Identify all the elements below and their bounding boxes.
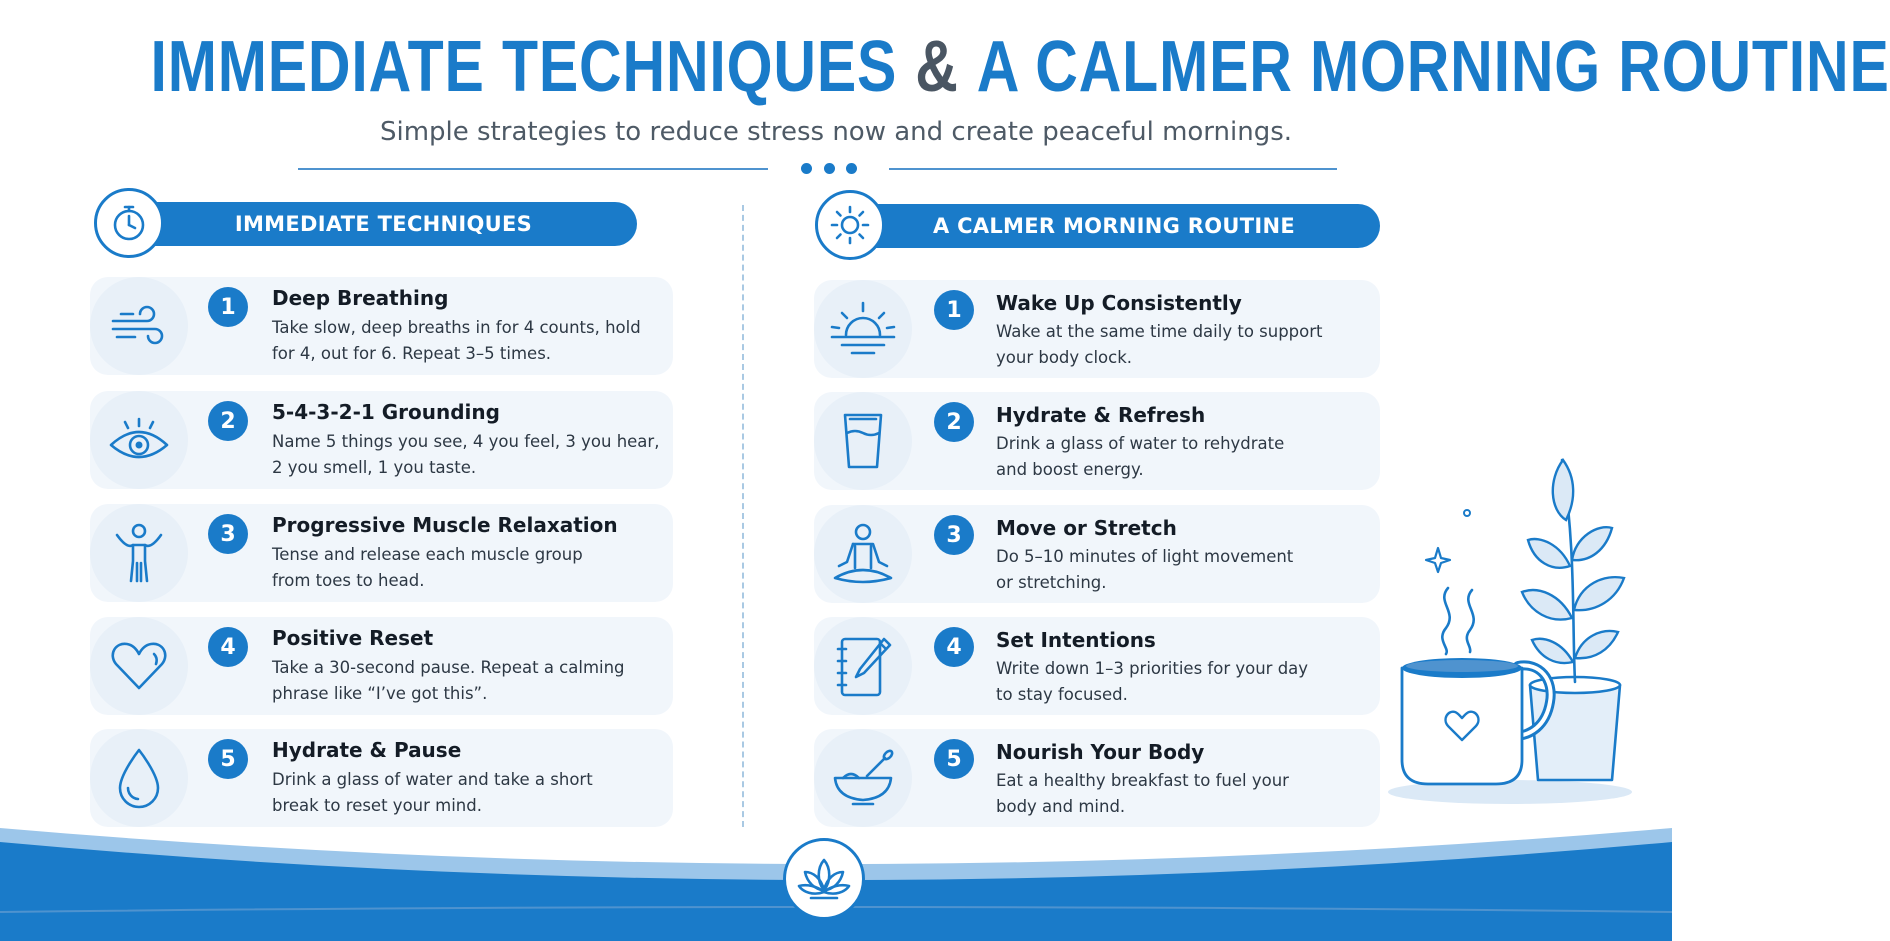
description-line: Name 5 things you see, 4 you feel, 3 you hear, [272, 432, 660, 451]
item-description [272, 655, 625, 707]
right-item-2 [814, 392, 1380, 490]
column-divider [742, 205, 744, 827]
water-drop-icon [90, 729, 188, 827]
item-description [272, 429, 659, 481]
wind-icon [90, 277, 188, 375]
description-line: to stay focused. [996, 685, 1128, 704]
left-item-2 [90, 391, 673, 489]
item-description [996, 768, 1289, 820]
item-title: Hydrate & Refresh [996, 403, 1206, 427]
item-description [272, 315, 641, 367]
sun-icon [815, 190, 885, 260]
left-item-1 [90, 277, 673, 375]
description-line: Take slow, deep breaths in for 4 counts, hold [272, 318, 641, 337]
step-number: 3 [934, 515, 974, 555]
description-line: or stretching. [996, 573, 1107, 592]
step-number: 3 [208, 514, 248, 554]
step-number: 4 [934, 627, 974, 667]
item-description [996, 544, 1293, 596]
title-divider-right [889, 168, 1337, 170]
page-title [150, 22, 1890, 112]
step-number: 4 [208, 627, 248, 667]
item-title: Progressive Muscle Relaxation [272, 513, 618, 537]
description-line: Drink a glass of water to rehydrate [996, 434, 1285, 453]
page-subtitle: Simple strategies to reduce stress now and create peaceful mornings. [379, 117, 1293, 147]
description-line: body and mind. [996, 797, 1126, 816]
right-item-3 [814, 505, 1380, 603]
title-divider-dots [801, 163, 857, 175]
right-item-1 [814, 280, 1380, 378]
description-line: phrase like “I’ve got this”. [272, 684, 488, 703]
description-line: Wake at the same time daily to support [996, 322, 1323, 341]
description-line: for 4, out for 6. Repeat 3–5 times. [272, 344, 552, 363]
title-divider-left [298, 168, 768, 170]
description-line: Drink a glass of water and take a short [272, 770, 593, 789]
stopwatch-icon [94, 188, 164, 258]
heart-icon [90, 617, 188, 715]
bowl-icon [814, 729, 912, 827]
title-left: IMMEDIATE TECHNIQUES [150, 27, 898, 107]
item-title: Set Intentions [996, 628, 1156, 652]
mug-and-plant-illustration [1380, 440, 1640, 810]
left-item-5 [90, 729, 673, 827]
step-number: 2 [208, 401, 248, 441]
item-description [272, 542, 583, 594]
notebook-pencil-icon [814, 617, 912, 715]
description-line: break to reset your mind. [272, 796, 482, 815]
item-title: Positive Reset [272, 626, 434, 650]
step-number: 5 [208, 739, 248, 779]
step-number: 1 [934, 290, 974, 330]
item-title: Deep Breathing [272, 286, 449, 310]
description-line: Write down 1–3 priorities for your day [996, 659, 1309, 678]
right-item-4 [814, 617, 1380, 715]
meditation-icon [814, 505, 912, 603]
item-description [272, 767, 593, 819]
description-line: Eat a healthy breakfast to fuel your [996, 771, 1289, 790]
item-title: 5-4-3-2-1 Grounding [272, 400, 500, 424]
left-item-3 [90, 504, 673, 602]
lotus-icon [783, 838, 865, 920]
step-number: 1 [208, 287, 248, 327]
item-title: Wake Up Consistently [996, 291, 1242, 315]
sunrise-icon [814, 280, 912, 378]
description-line: Tense and release each muscle group [272, 545, 583, 564]
title-right: A CALMER MORNING ROUTINE [976, 27, 1890, 107]
right-item-5 [814, 729, 1380, 827]
description-line: Take a 30-second pause. Repeat a calming [272, 658, 625, 677]
item-title: Hydrate & Pause [272, 738, 462, 762]
item-description [996, 431, 1284, 483]
description-line: 2 you smell, 1 you taste. [272, 458, 477, 477]
glass-of-water-icon [814, 392, 912, 490]
description-line: from toes to head. [272, 571, 425, 590]
description-line: your body clock. [996, 348, 1133, 367]
description-line: and boost energy. [996, 460, 1144, 479]
step-number: 5 [934, 739, 974, 779]
step-number: 2 [934, 402, 974, 442]
description-line: Do 5–10 minutes of light movement [996, 547, 1294, 566]
item-title: Nourish Your Body [996, 740, 1205, 764]
stretching-person-icon [90, 504, 188, 602]
eye-icon [90, 391, 188, 489]
item-description [996, 656, 1308, 708]
left-column-heading: IMMEDIATE TECHNIQUES [130, 202, 637, 246]
left-item-4 [90, 617, 673, 715]
item-description [996, 319, 1323, 371]
item-title: Move or Stretch [996, 516, 1177, 540]
title-ampersand: & [915, 27, 959, 107]
right-column-heading: A CALMER MORNING ROUTINE [848, 204, 1380, 248]
